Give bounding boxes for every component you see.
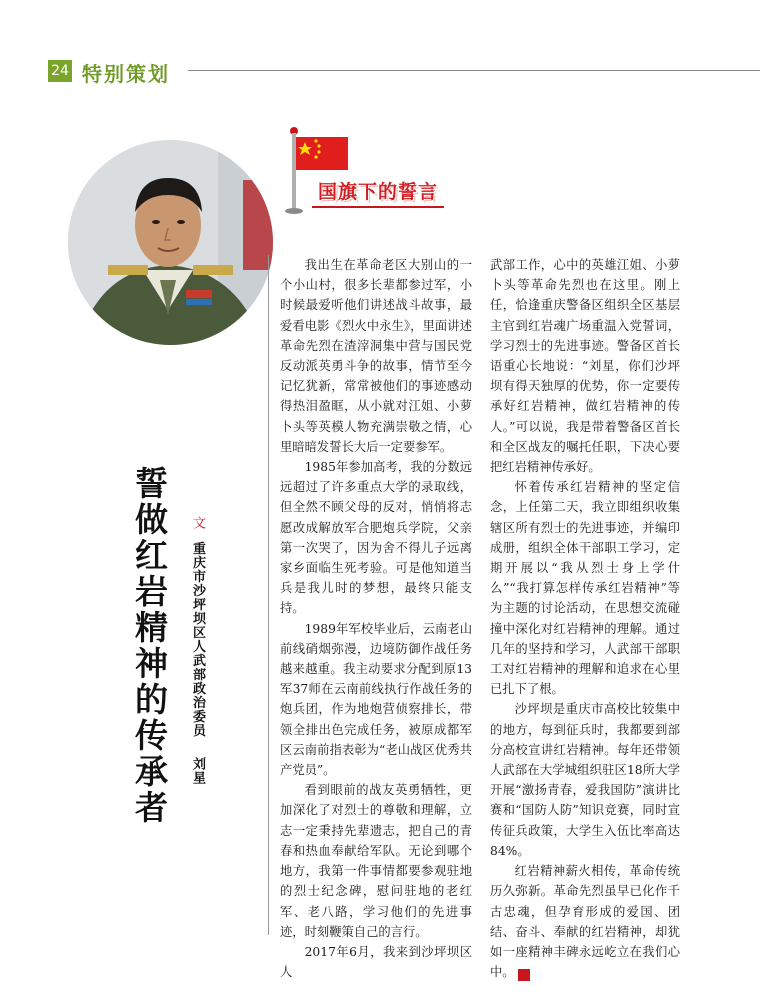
- flag-emblem: [285, 125, 485, 225]
- subtitle: 国旗下的誓言: [318, 181, 439, 203]
- paragraph: 1985年参加高考，我的分数远远超过了许多重点大学的录取线，但全然不顾父母的反对，悄悄将志愿改成解放军合肥炮兵学院，父亲第一次哭了，因为舍不得儿子远离家乡面临生死考验。可是他知道当兵是我儿时的梦想，最终只能支持。: [280, 460, 472, 616]
- byline-tag: 文: [190, 516, 205, 530]
- paragraph: 武部工作，心中的英雄江姐、小萝卜头等革命先烈也在这里。刚上任，恰逢重庆警备区组织全区基层主官到红岩魂广场重温入党誓词，学习烈士的先进事迹。警备区首长语重心长地说：“刘星，你们沙坪坝有得天独厚的优势，你一定要传承好红岩精神，做红岩精神的传人。”可以说，我是带着警备区首长和全区战友的嘱托任职，下决心要把红岩精神传承好。: [490, 258, 680, 475]
- column-divider: [268, 255, 269, 935]
- page-number: 24: [48, 60, 72, 82]
- article-title: 誓做红岩精神的传承者: [130, 466, 169, 826]
- paragraph: 2017年6月，我来到沙坪坝区人: [280, 944, 472, 980]
- paragraph: 看到眼前的战友英勇牺牲，更加深化了对烈士的尊敬和理解，立志一定秉持先辈遗志，把自己的青春和热血奉献给军队。无论到哪个地方，我第一件事情都要参观驻地的烈士纪念碑，慰问驻地的老红军、老八路，学习他们的先进事迹，时刻鞭策自己的言行。: [280, 783, 472, 939]
- author-name: 刘星: [190, 757, 205, 786]
- paragraph: 沙坪坝是重庆市高校比较集中的地方，每到征兵时，我都要到部分高校宣讲红岩精神。每年还带领人武部在大学城组织驻区18所大学开展“激扬青春，爱我国防”演讲比赛和“国防人防”知识竞赛，同时宣传征兵政策，大学生入伍比率高达84%。: [490, 702, 680, 858]
- byline: [188, 516, 207, 785]
- end-mark-icon: G: [518, 969, 530, 981]
- paragraph-text: 红岩精神薪火相传，革命传统历久弥新。革命先烈虽早已化作千古忠魂，但孕育形成的爱国、团结、奋斗、奉献的红岩精神，却犹如一座精神丰碑永远屹立在我们心中。: [490, 864, 680, 980]
- author-title: 重庆市沙坪坝区人武部政治委员: [190, 541, 205, 738]
- paragraph-final: [490, 861, 680, 982]
- section-title: 特别策划: [82, 62, 170, 86]
- author-portrait: [68, 140, 273, 345]
- paragraph: 我出生在革命老区大别山的一个小山村，很多长辈都参过军，小时候最爱听他们讲述战斗故事，最爱看电影《烈火中永生》，里面讲述革命先烈在渣滓洞集中营与国民党反动派英勇斗争的故事，情节至今记忆犹新，常常被他们的事迹感动得热泪盈眶，从小就对江姐、小萝卜头等英模人物充满崇敬之情，心里暗暗发誓长大后一定要参军。: [280, 258, 472, 454]
- header-rule: [188, 70, 760, 71]
- body-column-left: [280, 255, 472, 982]
- body-column-right: [490, 255, 680, 982]
- paragraph: 1989年军校毕业后，云南老山前线硝烟弥漫，边境防御作战任务越来越重。我主动要求分配到原13军37师在云南前线执行作战任务的炮兵团，作为地炮营侦察排长，带领全排出色完成任务，被原成都军区云南前指表彰为“老山战区优秀共产党员”。: [280, 621, 472, 778]
- paragraph: 怀着传承红岩精神的坚定信念，上任第二天，我立即组织收集辖区所有烈士的先进事迹，并编印成册，组织全体干部职工学习，定期开展以“我从烈士身上学什么”“我打算怎样传承红岩精神”等为主题的讨论活动，在思想交流碰撞中深化对红岩精神的理解。通过几年的坚持和学习，人武部干部职工对红岩精神的理解和追求在心里已扎下了根。: [490, 480, 680, 697]
- subtitle-box: [312, 176, 444, 208]
